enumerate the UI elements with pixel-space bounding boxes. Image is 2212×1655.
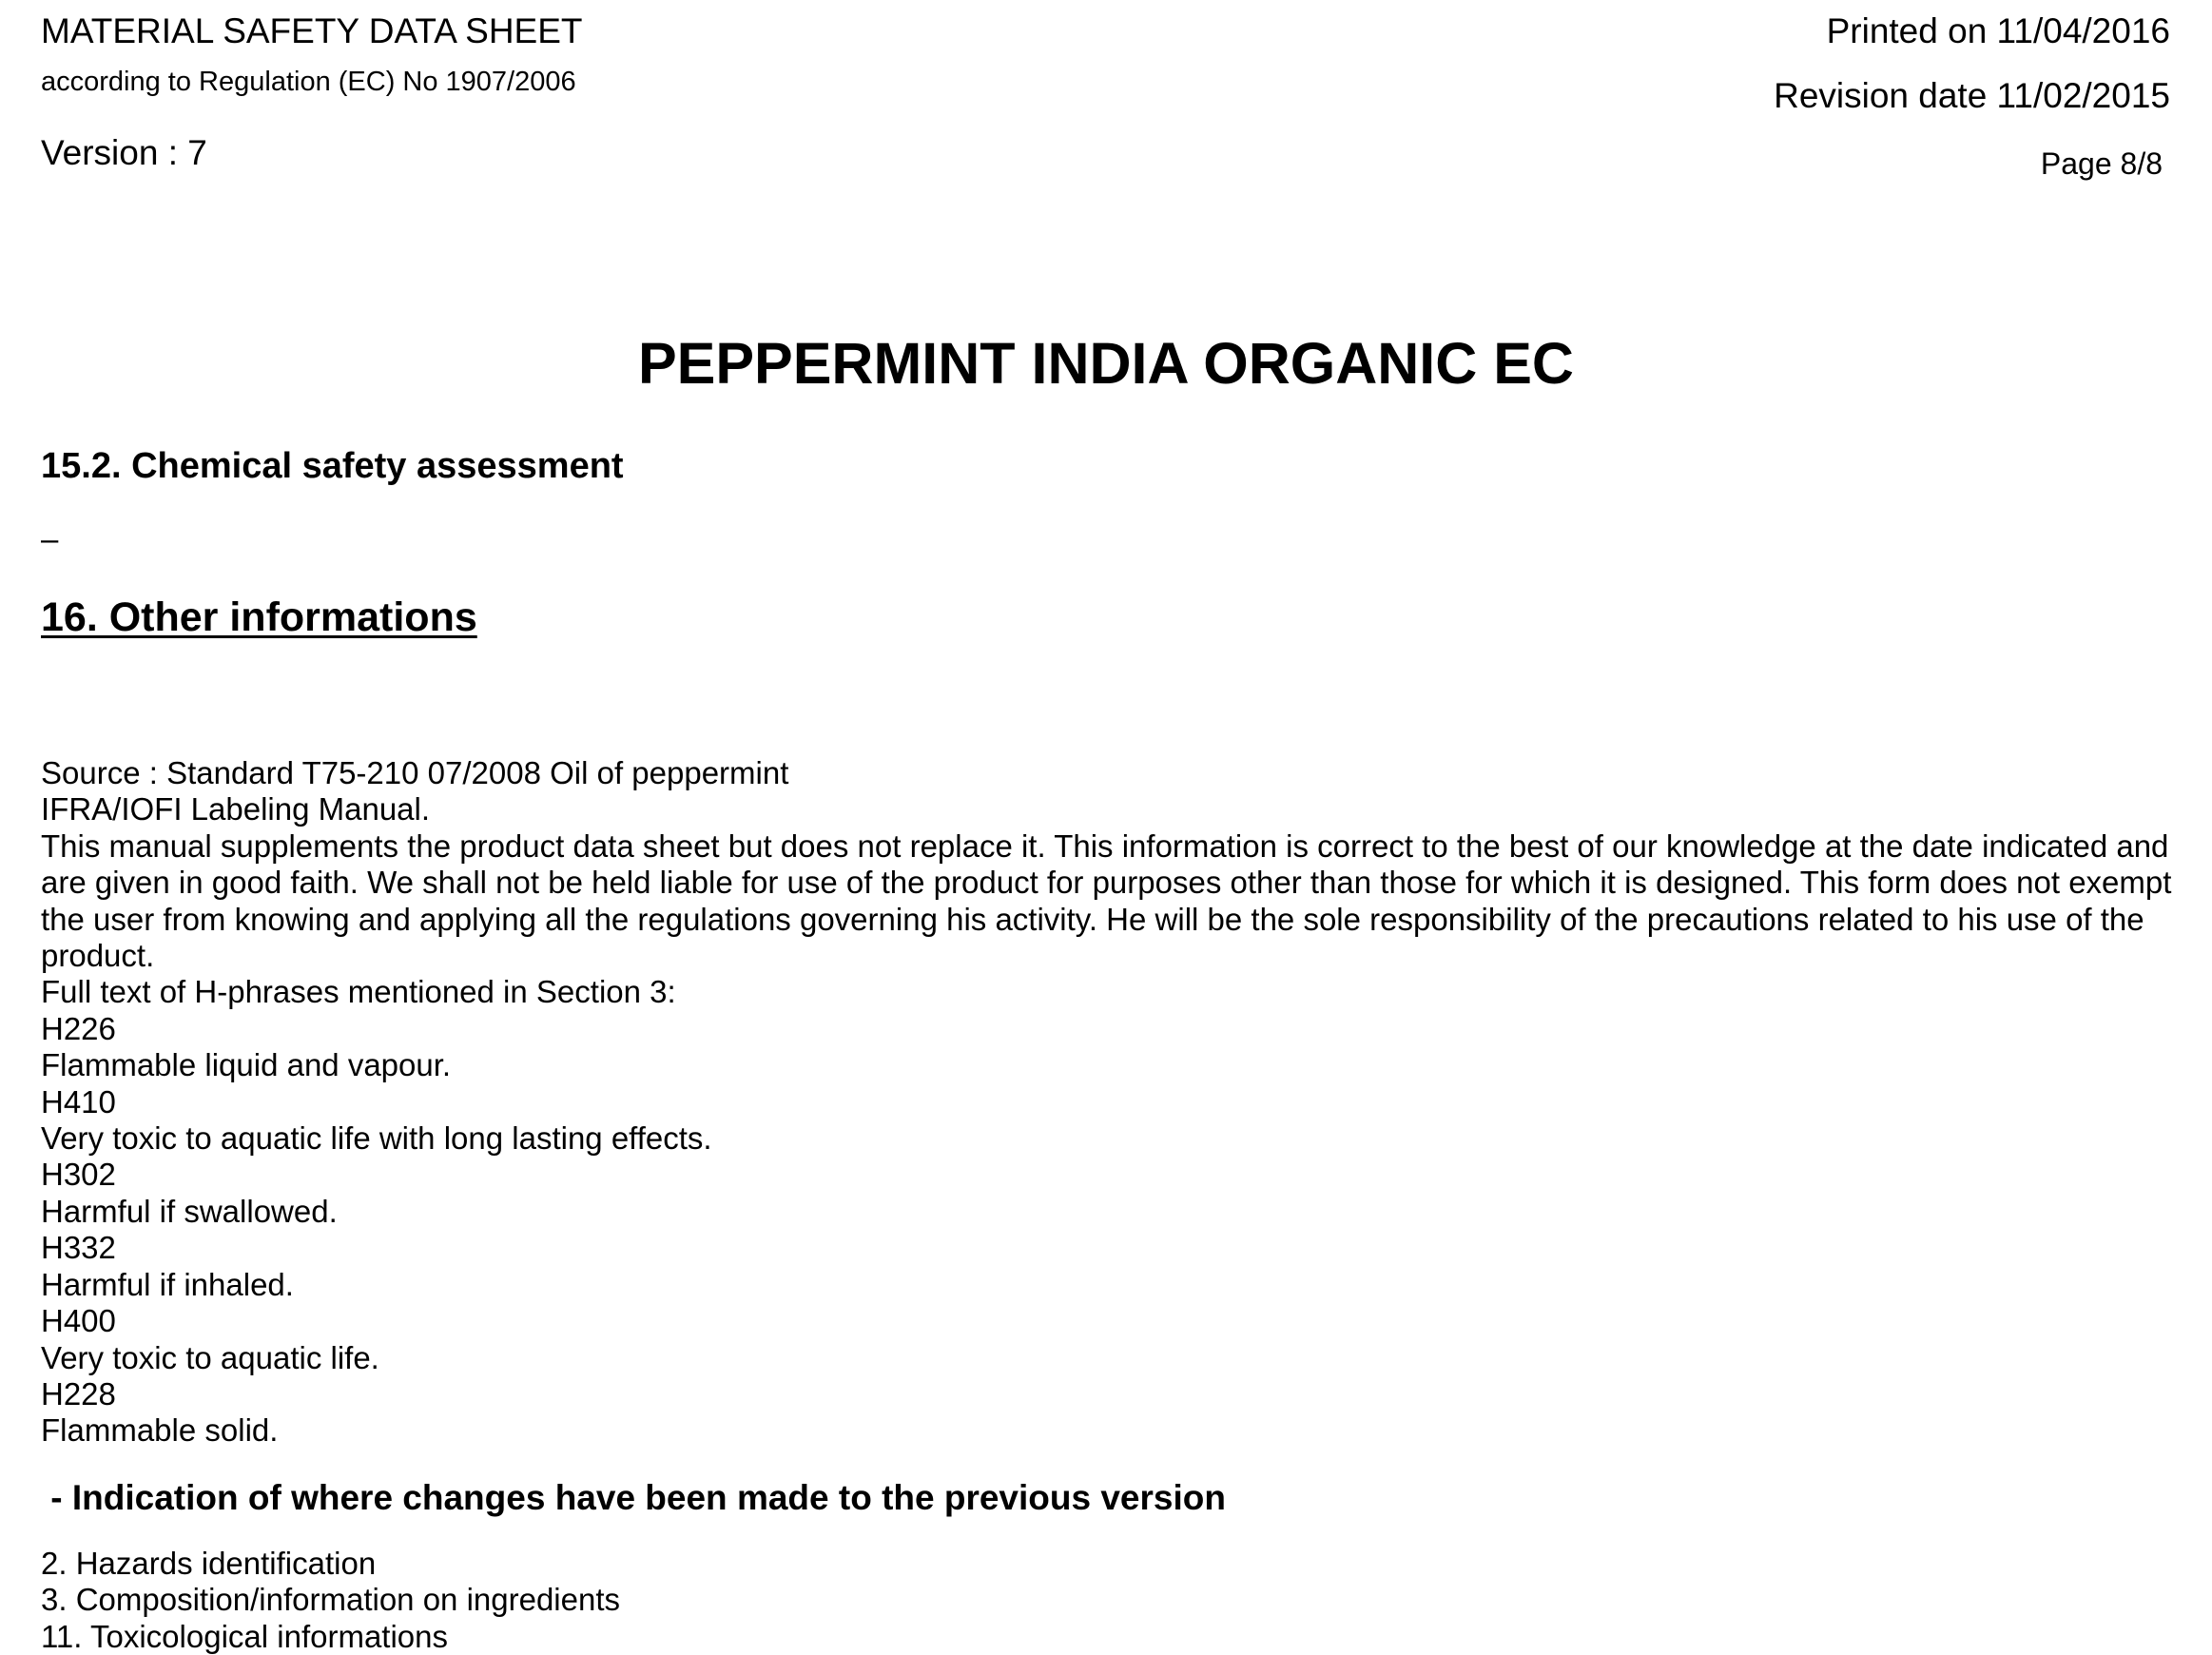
section-16-body [41, 755, 2176, 1450]
labeling-manual-line: IFRA/IOFI Labeling Manual. [41, 791, 431, 828]
printed-date: Printed on 11/04/2016 [1826, 11, 2170, 50]
source-line: Source : Standard T75-210 07/2008 Oil of peppermint [41, 755, 789, 790]
changes-list-item: 3. Composition/information on ingredients [41, 1582, 621, 1618]
changes-list [41, 1546, 620, 1655]
h-phrase-text: Very toxic to aquatic life with long lasting effects. [41, 1120, 712, 1157]
h-phrases-intro: Full text of H-phrases mentioned in Section 3: [41, 974, 676, 1010]
section-15-2-heading: 15.2. Chemical safety assessment [41, 446, 624, 486]
h-phrase-text: Harmful if inhaled. [41, 1266, 294, 1302]
disclaimer-paragraph: This manual supplements the product data sheet but does not replace it. This information is correct to the best of our knowledge at the date indicated and are given in good faith. We shall not be held liable for use of the product for purposes other than those for which it is designed. This form does not exempt the user from knowing and applying all the regulations governing his activity. He will be the sole responsibility of the precautions related to his use of the product. [41, 828, 2172, 974]
changes-heading: - Indication of where changes have been made to the previous version [41, 1478, 1226, 1517]
section-15-2-content: – [41, 521, 59, 556]
h-phrase-code: H228 [41, 1375, 116, 1412]
revision-date: Revision date 11/02/2015 [1774, 76, 2170, 115]
version-label: Version : 7 [41, 133, 207, 172]
page-number: Page 8/8 [2040, 146, 2163, 181]
changes-list-item: 2. Hazards identification [41, 1546, 377, 1581]
h-phrase-code: H332 [41, 1230, 116, 1266]
regulation-reference: according to Regulation (EC) No 1907/2006 [41, 67, 576, 97]
product-title: PEPPERMINT INDIA ORGANIC EC [638, 331, 1574, 396]
changes-list-item: 11. Toxicological informations [41, 1618, 449, 1654]
h-phrase-code: H226 [41, 1010, 116, 1046]
h-phrase-text: Flammable solid. [41, 1412, 279, 1449]
h-phrase-text: Harmful if swallowed. [41, 1193, 338, 1229]
h-phrase-code: H410 [41, 1083, 116, 1120]
document-type: MATERIAL SAFETY DATA SHEET [41, 11, 583, 50]
h-phrase-text: Very toxic to aquatic life. [41, 1339, 379, 1375]
h-phrase-code: H400 [41, 1303, 116, 1339]
h-phrase-code: H302 [41, 1157, 116, 1193]
h-phrase-text: Flammable liquid and vapour. [41, 1047, 452, 1083]
section-16-heading: 16. Other informations [41, 594, 477, 640]
